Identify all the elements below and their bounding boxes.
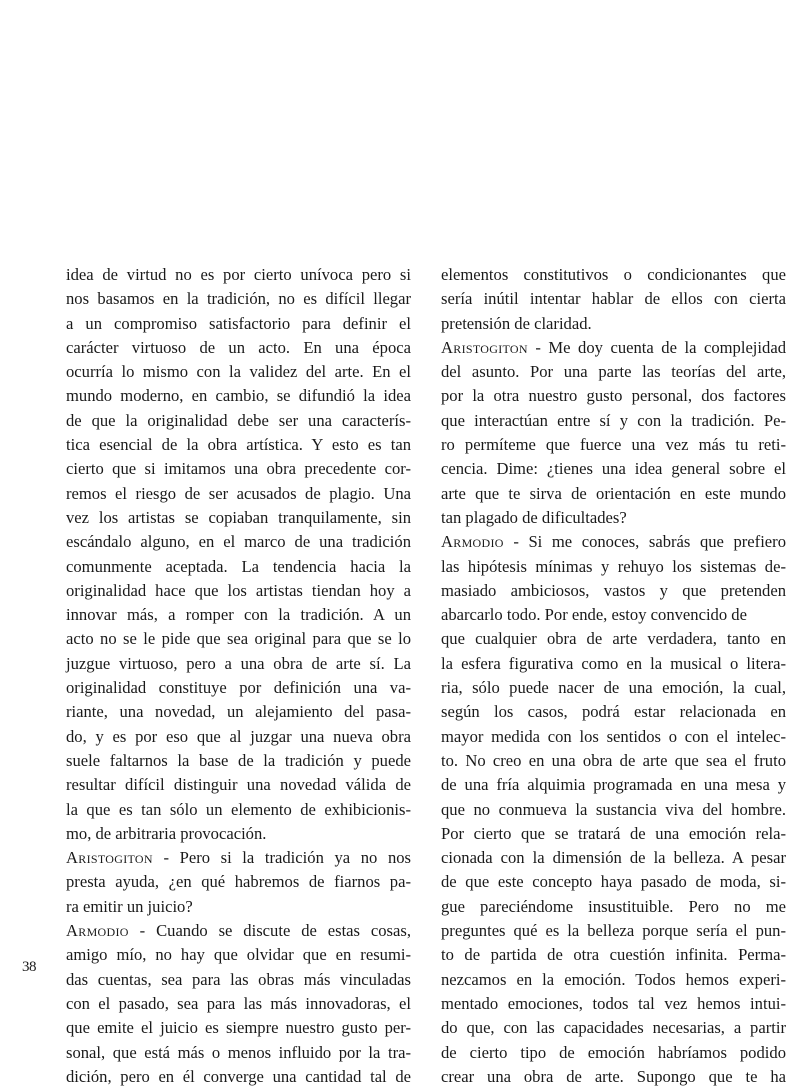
- line-text: tan plagado de dificultades?: [441, 507, 627, 527]
- line-text: cionada con la dimensión de la belleza. A pesar: [441, 848, 786, 868]
- text-line: [441, 336, 786, 360]
- text-line: [66, 433, 411, 457]
- speaker-name: Armodio: [441, 532, 504, 552]
- text-line: [441, 433, 786, 457]
- line-text: elementos constitutivos o condicionantes que: [441, 265, 786, 284]
- text-line: [66, 773, 411, 797]
- line-text: nos basamos en la tradición, no es difícil llegar: [66, 289, 411, 309]
- text-line: [66, 1041, 411, 1065]
- line-text: arte que te sirva de orientación en este mundo: [441, 483, 786, 503]
- speaker-name: Aristogiton: [66, 848, 153, 868]
- line-text: - Si me conoces, sabrás que prefiero: [503, 532, 786, 552]
- text-line: [66, 749, 411, 773]
- line-text: vez los artistas se copiaban tranquilamente, sin: [66, 507, 411, 527]
- line-text: preguntes qué es la belleza porque sería el pun-: [441, 921, 786, 941]
- line-text: de cierto tipo de emoción habríamos podido: [441, 1042, 786, 1062]
- line-text: mayor medida con los sentidos o con el intelec-: [441, 726, 786, 746]
- line-text: originalidad constituye por definición una va-: [66, 678, 411, 698]
- text-line: [66, 895, 411, 919]
- line-text: Por cierto que se tratará de una emoción rela-: [441, 823, 786, 843]
- text-line: [441, 1016, 786, 1040]
- speaker-name: Aristogiton: [441, 337, 528, 357]
- line-text: ocurría lo mismo con la validez del arte. En el: [66, 362, 411, 382]
- text-line: [441, 992, 786, 1016]
- text-line: [66, 943, 411, 967]
- text-line: [441, 457, 786, 481]
- line-text: juzgue virtuoso, pero a una obra de arte sí. La: [66, 653, 411, 673]
- line-text: originalidad hace que los artistas tiendan hoy a: [66, 580, 411, 600]
- line-text: ra emitir un juicio?: [66, 896, 193, 916]
- text-line: [441, 482, 786, 506]
- line-text: de que este concepto haya pasado de moda, si-: [441, 872, 786, 892]
- text-line: [441, 1041, 786, 1065]
- line-text: cierto que si imitamos una obra precedente cor-: [66, 459, 411, 479]
- line-text: das cuentas, sea para las obras más vinculadas: [66, 969, 411, 989]
- line-text: remos el riesgo de ser acusados de plagio. Una: [66, 483, 411, 503]
- line-text: la que es tan sólo un elemento de exhibicionis-: [66, 799, 411, 819]
- text-line: [66, 263, 411, 287]
- text-line: [66, 482, 411, 506]
- line-text: - Cuando se discute de estas cosas,: [128, 921, 411, 941]
- text-line: [441, 263, 786, 287]
- text-line: [441, 627, 786, 651]
- text-line: [441, 287, 786, 311]
- text-line: [441, 870, 786, 894]
- text-line: [66, 603, 411, 627]
- line-text: do que, con las capacidades necesarias, a partir: [441, 1018, 786, 1038]
- line-text: comunmente aceptada. La tendencia hacia la: [66, 556, 411, 576]
- text-line: [441, 409, 786, 433]
- text-line: [441, 968, 786, 992]
- line-text: acto no se le pide que sea original para que se lo: [66, 629, 411, 649]
- text-line: [441, 846, 786, 870]
- text-line: [441, 943, 786, 967]
- line-text: idea de virtud no es por cierto unívoca pero si: [66, 265, 411, 284]
- text-line: [441, 555, 786, 579]
- line-text: masiado ambiciosos, vastos y que pretenden: [441, 580, 786, 600]
- line-text: ria, sólo puede nacer de una emoción, la cual,: [441, 678, 786, 698]
- text-line: [441, 530, 786, 554]
- line-text: la esfera figurativa como en la musical o litera-: [441, 653, 786, 673]
- text-line: [441, 384, 786, 408]
- text-line: [441, 798, 786, 822]
- text-line: [441, 312, 786, 336]
- line-text: carácter virtuoso de un acto. En una época: [66, 337, 411, 357]
- text-line: [441, 1065, 786, 1089]
- line-text: las hipótesis mínimas y rehuyo los sistemas de-: [441, 556, 786, 576]
- speaker-name: Armodio: [66, 921, 129, 941]
- text-line: [66, 846, 411, 870]
- text-line: [66, 968, 411, 992]
- text-line: [441, 579, 786, 603]
- text-line: [441, 360, 786, 384]
- text-line: [441, 506, 786, 530]
- text-line: [66, 676, 411, 700]
- text-line: [441, 919, 786, 943]
- line-text: dición, pero en él converge una cantidad tal de: [66, 1066, 411, 1086]
- text-line: [66, 384, 411, 408]
- line-text: cencia. Dime: ¿tienes una idea general sobre el: [441, 459, 786, 479]
- text-line: [441, 676, 786, 700]
- line-text: to de partida de otra cuestión infinita. Perma-: [441, 945, 786, 965]
- text-line: [66, 700, 411, 724]
- text-line: [441, 725, 786, 749]
- text-line: [441, 603, 786, 627]
- text-line: [441, 895, 786, 919]
- text-line: [66, 336, 411, 360]
- line-text: pretensión de claridad.: [441, 313, 592, 333]
- text-line: [66, 506, 411, 530]
- line-text: sería inútil intentar hablar de ellos con cierta: [441, 289, 786, 309]
- line-text: gue pareciéndome insustituible. Pero no me: [441, 896, 786, 916]
- text-line: [441, 749, 786, 773]
- line-text: escándalo alguno, en el marco de una tradición: [66, 532, 411, 552]
- line-text: del asunto. Por una parte las teorías del arte,: [441, 362, 786, 382]
- line-text: ro permíteme que fuerce una vez más tu reti-: [441, 435, 786, 455]
- line-text: que cualquier obra de arte verdadera, tanto en: [441, 629, 786, 649]
- right-text-column: [441, 263, 786, 1089]
- text-line: [66, 627, 411, 651]
- text-line: [66, 409, 411, 433]
- line-text: mentado emociones, todos tal vez hemos intui-: [441, 993, 786, 1013]
- page-number: 38: [22, 959, 36, 975]
- text-line: [66, 870, 411, 894]
- line-text: do, y es por eso que al juzgar una nueva obra: [66, 726, 411, 746]
- text-line: [441, 700, 786, 724]
- text-line: [441, 773, 786, 797]
- text-line: [66, 1065, 411, 1089]
- text-line: [66, 992, 411, 1016]
- text-line: [66, 1016, 411, 1040]
- line-text: riante, una novedad, un alejamiento del pasa-: [66, 702, 411, 722]
- text-line: [66, 457, 411, 481]
- text-line: [66, 312, 411, 336]
- text-line: [66, 822, 411, 846]
- line-text: a un compromiso satisfactorio para definir el: [66, 313, 411, 333]
- text-line: [66, 652, 411, 676]
- text-line: [66, 798, 411, 822]
- line-text: sonal, que está más o menos influido por la tra-: [66, 1042, 411, 1062]
- text-line: [66, 555, 411, 579]
- line-text: mundo moderno, en cambio, se difundió la idea: [66, 386, 411, 406]
- line-text: de una fría alquimia programada en una mesa y: [441, 775, 786, 795]
- text-line: [66, 725, 411, 749]
- line-text: según los casos, podrá estar relacionada en: [441, 702, 786, 722]
- line-text: to. No creo en una obra de arte que sea el fruto: [441, 750, 786, 770]
- line-text: con el pasado, sea para las más innovadoras, el: [66, 993, 411, 1013]
- line-text: que no conmueva la sustancia viva del hombre.: [441, 799, 786, 819]
- text-line: [66, 919, 411, 943]
- text-line: [66, 530, 411, 554]
- text-line: [441, 652, 786, 676]
- line-text: mo, de arbitraria provocación.: [66, 823, 267, 843]
- line-text: de que la originalidad debe ser una caracterís-: [66, 410, 411, 430]
- text-line: [66, 360, 411, 384]
- line-text: crear una obra de arte. Supongo que te ha: [441, 1066, 786, 1086]
- line-text: - Pero si la tradición ya no nos: [152, 848, 411, 868]
- line-text: suele faltarnos la base de la tradición y puede: [66, 750, 411, 770]
- text-line: [441, 822, 786, 846]
- line-text: nezcamos en la emoción. Todos hemos experi-: [441, 969, 786, 989]
- line-text: presta ayuda, ¿en qué habremos de fiarnos pa-: [66, 872, 411, 892]
- line-text: innovar más, a romper con la tradición. A un: [66, 605, 411, 625]
- line-text: abarcarlo todo. Por ende, estoy convencido de: [441, 605, 747, 625]
- line-text: que interactúan entre sí y con la tradición. Pe-: [441, 410, 786, 430]
- left-text-column: [66, 263, 411, 1089]
- line-text: resultar difícil distinguir una novedad válida de: [66, 775, 411, 795]
- text-line: [66, 579, 411, 603]
- line-text: - Me doy cuenta de la complejidad: [527, 337, 786, 357]
- line-text: que emite el juicio es siempre nuestro gusto per-: [66, 1018, 411, 1038]
- line-text: amigo mío, no hay que olvidar que en resumi-: [66, 945, 411, 965]
- text-line: [66, 287, 411, 311]
- line-text: tica esencial de la obra artística. Y esto es tan: [66, 435, 411, 455]
- line-text: por la otra nuestro gusto personal, dos factores: [441, 386, 786, 406]
